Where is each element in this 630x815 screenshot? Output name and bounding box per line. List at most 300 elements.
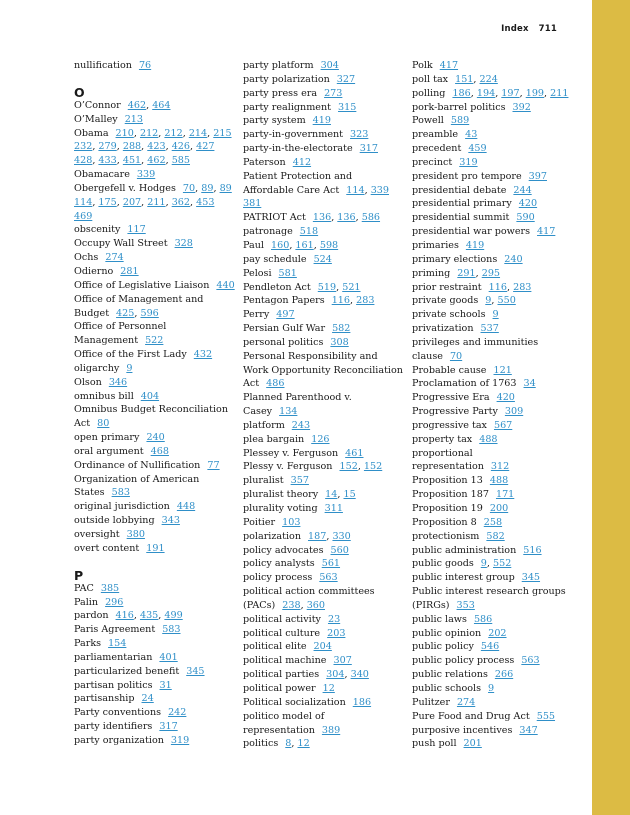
index-entry xyxy=(412,737,572,751)
page-reference-link[interactable]: 488 xyxy=(489,475,509,487)
page-reference-link[interactable]: 392 xyxy=(512,101,531,113)
index-entry xyxy=(412,322,572,336)
page-reference-link[interactable]: 43 xyxy=(465,129,478,141)
page-reference-link[interactable]: 15 xyxy=(343,489,356,501)
page-reference-link[interactable]: 362 xyxy=(171,196,190,208)
index-term: political power xyxy=(243,682,316,694)
page-reference-link[interactable]: 583 xyxy=(162,624,181,636)
page-reference-link[interactable]: 244 xyxy=(513,184,532,196)
page-reference-link[interactable]: 214 xyxy=(188,127,208,139)
page-reference-link[interactable]: 186 xyxy=(452,87,471,99)
page-reference-link[interactable]: 453 xyxy=(196,196,215,208)
page-reference-link[interactable]: 121 xyxy=(493,364,512,376)
index-entry xyxy=(412,640,572,654)
page-reference-link[interactable]: 319 xyxy=(459,156,478,168)
page-reference-link[interactable]: 152 xyxy=(363,461,383,473)
index-entry xyxy=(412,447,572,461)
page-reference-link[interactable]: 283 xyxy=(356,295,375,307)
page-reference-link[interactable]: 8 xyxy=(285,738,292,750)
page-reference-link[interactable]: 586 xyxy=(473,613,493,625)
index-term: Budget xyxy=(74,307,110,319)
page-reference-link[interactable]: 274 xyxy=(456,696,476,708)
page-reference-link[interactable]: 581 xyxy=(278,267,297,279)
page-reference-link[interactable]: 304 xyxy=(326,669,345,681)
page-reference-link[interactable]: 77 xyxy=(207,459,220,471)
index-term: Obama xyxy=(74,127,109,139)
index-term: Proposition 19 xyxy=(412,503,483,514)
index-entry xyxy=(74,334,234,348)
page-reference-link[interactable]: 136 xyxy=(312,212,332,224)
page-reference-link[interactable]: 202 xyxy=(488,627,507,639)
page-reference-link[interactable]: 116 xyxy=(331,295,350,307)
index-entry xyxy=(74,514,234,528)
index-term: polling xyxy=(412,87,446,99)
page-reference-link[interactable]: 240 xyxy=(504,253,523,265)
index-term: Party conventions xyxy=(74,707,162,719)
page-reference-link[interactable]: 323 xyxy=(350,129,369,141)
index-term: obscenity xyxy=(74,224,121,236)
page-reference-link[interactable]: 317 xyxy=(359,143,378,155)
index-entry xyxy=(243,59,403,73)
index-term: presidential primary xyxy=(412,198,512,210)
index-term: pardon xyxy=(74,610,109,622)
index-term: Palin xyxy=(74,596,99,608)
page-reference-link[interactable]: 488 xyxy=(479,433,498,445)
page-reference-link[interactable]: 9 xyxy=(492,309,499,321)
index-term: O’Connor xyxy=(74,99,121,111)
index-term: public laws xyxy=(412,613,467,625)
index-entry xyxy=(243,350,403,364)
page-reference-link[interactable]: 381 xyxy=(243,198,262,210)
index-entry xyxy=(74,679,234,693)
page-reference-link[interactable]: 308 xyxy=(330,336,349,348)
page-reference-link[interactable]: 330 xyxy=(332,530,351,542)
page-reference-link[interactable]: 191 xyxy=(146,542,165,554)
page-reference-link[interactable]: 151 xyxy=(455,73,474,85)
index-entry xyxy=(412,156,572,170)
index-entry xyxy=(412,502,572,516)
page-reference-link[interactable]: 203 xyxy=(327,627,346,639)
page-reference-link[interactable]: 211 xyxy=(147,196,166,208)
page-reference-link[interactable]: 459 xyxy=(468,143,487,155)
page-reference-link[interactable]: 317 xyxy=(159,721,178,733)
page-reference-link[interactable]: 360 xyxy=(306,599,325,611)
page-reference-link[interactable]: 34 xyxy=(523,378,536,390)
page-reference-link[interactable]: 462 xyxy=(127,99,147,111)
page-reference-link[interactable]: 9 xyxy=(126,362,133,374)
index-term: Plessey v. Ferguson xyxy=(243,447,339,459)
page-reference-link[interactable]: 211 xyxy=(550,87,569,99)
page-reference-link[interactable]: 76 xyxy=(138,60,152,71)
page-reference-link[interactable]: 242 xyxy=(168,707,187,719)
page-reference-link[interactable]: 215 xyxy=(213,127,232,139)
page-reference-link[interactable]: 210 xyxy=(115,127,134,139)
page-reference-link[interactable]: 419 xyxy=(312,115,331,127)
page-reference-link[interactable]: 524 xyxy=(313,253,332,265)
page-reference-link[interactable]: 435 xyxy=(139,610,159,622)
index-term: partisan politics xyxy=(74,679,153,691)
page-reference-link[interactable]: 311 xyxy=(324,503,343,514)
index-entry xyxy=(412,682,572,696)
index-entry xyxy=(412,516,572,530)
index-column-1 xyxy=(74,59,234,748)
page-reference-link[interactable]: 589 xyxy=(450,115,470,127)
page-reference-link[interactable]: 425 xyxy=(116,307,135,319)
page-reference-link[interactable]: 582 xyxy=(332,323,351,335)
index-entry xyxy=(74,320,234,334)
index-term: Casey xyxy=(243,406,273,418)
index-term: party-in-government xyxy=(243,129,344,141)
index-entry xyxy=(412,710,572,724)
page-reference-link[interactable]: 552 xyxy=(493,558,512,570)
page-reference-link[interactable]: 563 xyxy=(521,655,540,667)
page-reference-link[interactable]: 281 xyxy=(120,265,139,277)
page-reference-link[interactable]: 347 xyxy=(519,724,538,736)
page-reference-link[interactable]: 154 xyxy=(108,638,127,650)
page-reference-link[interactable]: 116 xyxy=(488,281,507,293)
index-entry xyxy=(74,459,234,473)
index-entry xyxy=(412,308,572,322)
index-term: public relations xyxy=(412,669,488,681)
page-reference-link[interactable]: 598 xyxy=(319,239,339,251)
index-term: purposive incentives xyxy=(412,724,513,736)
page-reference-link[interactable]: 401 xyxy=(159,651,178,663)
index-entry xyxy=(74,692,234,706)
page-reference-link[interactable]: 12 xyxy=(322,682,335,694)
page-reference-link[interactable]: 134 xyxy=(279,406,298,418)
index-term: (PACs) xyxy=(243,599,276,611)
index-entry: prior restraint 116, 283 xyxy=(412,281,532,293)
page-reference-link[interactable]: 339 xyxy=(370,184,389,196)
index-term: presidential war powers xyxy=(412,226,531,238)
index-entry xyxy=(243,364,403,378)
page-reference-link[interactable]: 328 xyxy=(174,238,193,250)
index-term: Occupy Wall Street xyxy=(74,238,168,250)
index-entry: 428, 433, 451, 462, 585 xyxy=(74,155,190,167)
page-reference-link[interactable]: 464 xyxy=(152,99,171,111)
page-reference-link[interactable]: 9 xyxy=(480,558,487,570)
page-reference-link[interactable]: 315 xyxy=(338,101,357,113)
page-reference-link[interactable]: 114 xyxy=(74,196,93,208)
page-reference-link[interactable]: 521 xyxy=(342,281,361,293)
page-reference-link[interactable]: 440 xyxy=(216,279,235,291)
page-reference-link[interactable]: 197 xyxy=(501,87,520,99)
index-term: public policy process xyxy=(412,655,515,667)
index-entry xyxy=(74,665,234,679)
page-reference-link[interactable]: 583 xyxy=(111,487,130,499)
page-reference-link[interactable]: 114 xyxy=(346,184,365,196)
page-reference-link[interactable]: 468 xyxy=(150,445,169,457)
index-entry xyxy=(243,627,403,641)
index-term: Office of Legislative Liaison xyxy=(74,279,210,291)
page-reference-link[interactable]: 586 xyxy=(361,212,381,224)
index-entry xyxy=(74,596,234,610)
index-entry xyxy=(243,253,403,267)
page-reference-link[interactable]: 560 xyxy=(330,544,349,556)
index-term: Paris Agreement xyxy=(74,624,156,636)
index-term: privatization xyxy=(412,323,474,335)
page-reference-link[interactable]: 200 xyxy=(489,503,509,514)
page-reference-link[interactable]: 417 xyxy=(439,60,459,71)
page-reference-link[interactable]: 258 xyxy=(483,516,503,528)
page-reference-link[interactable]: 499 xyxy=(164,610,183,622)
index-term: parliamentarian xyxy=(74,651,153,663)
index-entry xyxy=(412,128,572,142)
page-reference-link[interactable]: 346 xyxy=(108,376,128,388)
page-reference-link[interactable]: 240 xyxy=(146,432,165,444)
page-reference-link[interactable]: 461 xyxy=(345,447,364,459)
page-reference-link[interactable]: 397 xyxy=(528,170,547,182)
page-reference-link[interactable]: 417 xyxy=(537,226,556,238)
page-reference-link[interactable]: 212 xyxy=(139,127,159,139)
page-reference-link[interactable]: 345 xyxy=(186,665,205,677)
page-reference-link[interactable]: 207 xyxy=(122,196,142,208)
page-reference-link[interactable]: 451 xyxy=(122,155,142,167)
page-reference-link[interactable]: 563 xyxy=(319,572,338,584)
index-term: precinct xyxy=(412,156,453,168)
index-term: primaries xyxy=(412,239,459,251)
index-entry xyxy=(74,500,234,514)
page-reference-link[interactable]: 70 xyxy=(449,350,463,362)
index-entry xyxy=(243,696,403,710)
index-entry: Obergefell v. Hodges 70, 89, 89 xyxy=(74,182,232,194)
page-reference-link[interactable]: 567 xyxy=(493,419,513,431)
index-entry xyxy=(412,488,572,502)
index-term: Act xyxy=(74,418,91,430)
index-term: patronage xyxy=(243,226,293,238)
index-entry xyxy=(74,720,234,734)
index-entry xyxy=(412,419,572,433)
index-entry xyxy=(412,530,572,544)
page-reference-link[interactable]: 288 xyxy=(122,141,142,153)
index-term: politico model of xyxy=(243,710,325,722)
index-term: party identifiers xyxy=(74,721,153,733)
page-reference-link[interactable]: 555 xyxy=(536,710,556,722)
page-reference-link[interactable]: 433 xyxy=(98,155,117,167)
page-reference-link[interactable]: 70 xyxy=(182,182,196,194)
page-reference-link[interactable]: 426 xyxy=(171,141,190,153)
page-reference-link[interactable]: 345 xyxy=(521,572,541,584)
page-reference-link[interactable]: 89 xyxy=(219,182,232,194)
page-reference-link[interactable]: 522 xyxy=(145,335,164,347)
index-entry xyxy=(74,623,234,637)
page-reference-link[interactable]: 291 xyxy=(457,267,476,279)
page-reference-link[interactable]: 427 xyxy=(196,141,215,153)
page-number: 711 xyxy=(538,24,557,34)
index-entry xyxy=(243,391,403,405)
index-term: Public interest research groups xyxy=(412,586,566,598)
page-reference-link[interactable]: 304 xyxy=(320,60,339,71)
page-reference-link[interactable]: 273 xyxy=(324,87,343,99)
page-reference-link[interactable]: 126 xyxy=(311,433,330,445)
index-term: presidential debate xyxy=(412,184,507,196)
page-reference-link[interactable]: 23 xyxy=(327,613,341,625)
page-reference-link[interactable]: 186 xyxy=(352,696,372,708)
index-term: Patient Protection and xyxy=(243,170,353,182)
index-entry xyxy=(412,225,572,239)
page-reference-link[interactable]: 89 xyxy=(201,182,214,194)
index-entry xyxy=(412,377,572,391)
page-reference-link[interactable]: 283 xyxy=(513,281,532,293)
page-reference-link[interactable]: 590 xyxy=(516,212,535,224)
index-entry xyxy=(74,431,234,445)
index-term: Act xyxy=(243,378,260,390)
index-term: Pure Food and Drug Act xyxy=(412,710,530,722)
index-entry: polling 186, 194, 197, 199, 211 xyxy=(412,87,569,99)
page-reference-link[interactable]: 194 xyxy=(476,87,496,99)
page-reference-link[interactable]: 519 xyxy=(317,281,337,293)
page-reference-link[interactable]: 319 xyxy=(170,734,190,746)
index-entry xyxy=(74,237,234,251)
index-term: political culture xyxy=(243,627,321,639)
index-term: Proposition 13 xyxy=(412,475,483,487)
page-reference-link[interactable]: 309 xyxy=(504,406,524,418)
index-term: Paul xyxy=(243,239,264,251)
index-term: States xyxy=(74,487,105,499)
index-entry xyxy=(412,197,572,211)
page-reference-link[interactable]: 412 xyxy=(292,156,312,168)
page-reference-link[interactable]: 9 xyxy=(488,682,495,694)
page-reference-link[interactable]: 353 xyxy=(456,599,475,611)
index-term: clause xyxy=(412,350,443,362)
page-reference-link[interactable]: 389 xyxy=(321,724,341,736)
page-reference-link[interactable]: 357 xyxy=(290,475,309,487)
index-term: Obamacare xyxy=(74,169,130,181)
index-entry xyxy=(243,557,403,571)
index-entry: poll tax 151, 224 xyxy=(412,73,498,85)
index-term: Management xyxy=(74,335,139,347)
index-term: Proposition 187 xyxy=(412,489,489,501)
page-reference-link[interactable]: 243 xyxy=(291,419,311,431)
index-entry xyxy=(412,350,572,364)
index-entry: pardon 416, 435, 499 xyxy=(74,610,183,622)
page-reference-link[interactable]: 448 xyxy=(176,501,196,513)
index-term: Plessy v. Ferguson xyxy=(243,461,333,473)
page-reference-link[interactable]: 423 xyxy=(147,141,166,153)
page-reference-link[interactable]: 420 xyxy=(518,198,538,210)
page-reference-link[interactable]: 419 xyxy=(465,239,485,251)
page-reference-link[interactable]: 9 xyxy=(485,295,492,307)
index-term: plurality voting xyxy=(243,503,318,514)
page-reference-link[interactable]: 385 xyxy=(100,582,120,594)
page-reference-link[interactable]: 596 xyxy=(140,307,159,319)
page-reference-link[interactable]: 24 xyxy=(141,693,154,705)
index-term: policy process xyxy=(243,572,313,584)
page-reference-link[interactable]: 307 xyxy=(333,655,352,667)
page-reference-link[interactable]: 136 xyxy=(337,212,356,224)
index-entry xyxy=(243,710,403,724)
page-reference-link[interactable]: 469 xyxy=(74,210,93,222)
section-letter-heading: O xyxy=(74,84,85,100)
index-entry xyxy=(243,197,403,211)
page-reference-link[interactable]: 486 xyxy=(266,378,285,390)
index-term: Affordable Care Act xyxy=(243,184,340,196)
page-reference-link[interactable]: 161 xyxy=(295,239,314,251)
index-term: Obergefell v. Hodges xyxy=(74,182,176,194)
index-term: presidential summit xyxy=(412,212,510,224)
page-reference-link[interactable]: 343 xyxy=(161,515,180,527)
page-reference-link[interactable]: 550 xyxy=(497,295,516,307)
index-entry xyxy=(74,473,234,487)
index-entry: Pentagon Papers 116, 283 xyxy=(243,295,375,307)
page-reference-link[interactable]: 462 xyxy=(147,155,166,167)
page-reference-link[interactable]: 279 xyxy=(98,141,117,153)
index-entry xyxy=(243,225,403,239)
index-term: oral argument xyxy=(74,445,144,457)
page-reference-link[interactable]: 212 xyxy=(164,127,183,139)
page-reference-link[interactable]: 152 xyxy=(339,461,358,473)
page-reference-link[interactable]: 432 xyxy=(193,349,213,361)
page-reference-link[interactable]: 537 xyxy=(480,323,499,335)
page-reference-link[interactable]: 14 xyxy=(325,489,338,501)
index-term: Ordinance of Nullification xyxy=(74,459,201,471)
index-entry xyxy=(243,502,403,516)
page-reference-link[interactable]: 561 xyxy=(321,558,341,570)
page-reference-link[interactable]: 266 xyxy=(494,669,514,681)
page-reference-link[interactable]: 585 xyxy=(171,155,190,167)
page-reference-link[interactable]: 546 xyxy=(480,641,500,653)
page-reference-link[interactable]: 213 xyxy=(124,113,144,125)
page-reference-link[interactable]: 80 xyxy=(97,418,110,430)
page-reference-link[interactable]: 416 xyxy=(115,610,134,622)
page-reference-link[interactable]: 582 xyxy=(486,530,505,542)
index-term: party polarization xyxy=(243,73,330,85)
page-reference-link[interactable]: 31 xyxy=(159,679,172,691)
index-entry xyxy=(412,627,572,641)
page-reference-link[interactable]: 296 xyxy=(105,596,124,608)
index-entry xyxy=(243,724,403,738)
index-entry xyxy=(412,336,572,350)
page-reference-link[interactable]: 12 xyxy=(297,738,310,750)
index-term: party platform xyxy=(243,60,314,71)
index-entry: Affordable Care Act 114, 339 xyxy=(243,184,389,196)
page-reference-link[interactable]: 103 xyxy=(282,516,301,528)
page-reference-link[interactable]: 497 xyxy=(276,309,295,321)
page-reference-link[interactable]: 187 xyxy=(308,530,327,542)
page-reference-link[interactable]: 238 xyxy=(282,599,301,611)
page-reference-link[interactable]: 404 xyxy=(140,390,160,402)
page-reference-link[interactable]: 171 xyxy=(495,489,515,501)
page-reference-link[interactable]: 327 xyxy=(336,73,356,85)
page-reference-link[interactable]: 232 xyxy=(74,141,93,153)
page-reference-link[interactable]: 518 xyxy=(299,226,319,238)
page-reference-link[interactable]: 516 xyxy=(523,544,542,556)
page-reference-link[interactable]: 274 xyxy=(105,252,124,264)
page-reference-link[interactable]: 201 xyxy=(463,738,482,750)
page-reference-link[interactable]: 160 xyxy=(271,239,290,251)
index-entry xyxy=(74,528,234,542)
page-reference-link[interactable]: 312 xyxy=(490,461,510,473)
index-column-2 xyxy=(243,59,403,751)
page-reference-link[interactable]: 340 xyxy=(350,669,369,681)
index-entry: private goods 9, 550 xyxy=(412,295,516,307)
page-reference-link[interactable]: 224 xyxy=(479,73,498,85)
index-term: policy analysts xyxy=(243,558,315,570)
page-reference-link[interactable]: 204 xyxy=(313,641,332,653)
page-reference-link[interactable]: 117 xyxy=(127,224,146,236)
index-entry xyxy=(412,599,572,613)
page-reference-link[interactable]: 380 xyxy=(126,529,145,540)
page-reference-link[interactable]: 420 xyxy=(496,392,515,404)
index-term: politics xyxy=(243,738,279,750)
page-reference-link[interactable]: 295 xyxy=(481,267,501,279)
page-reference-link[interactable]: 428 xyxy=(74,155,93,167)
page-reference-link[interactable]: 199 xyxy=(525,87,545,99)
page-reference-link[interactable]: 175 xyxy=(98,196,117,208)
index-term: oligarchy xyxy=(74,362,120,374)
index-column-3 xyxy=(412,59,572,751)
page-reference-link[interactable]: 339 xyxy=(136,169,156,181)
